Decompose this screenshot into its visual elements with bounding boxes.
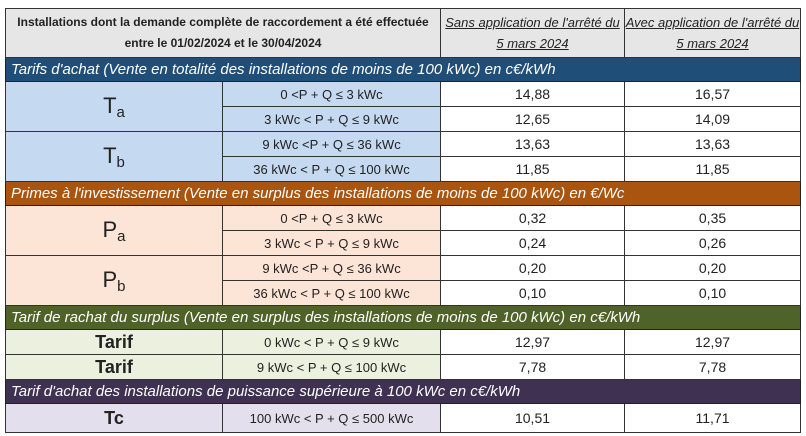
- value-avec: 16,57: [625, 82, 801, 107]
- value-sans: 10,51: [441, 404, 625, 433]
- section-header: Tarif de rachat du surplus (Vente en surplus des installations de moins de 100 kWc) en c€/kWh: [6, 306, 801, 330]
- row-label: Tc: [6, 404, 223, 433]
- range-cell: 9 kWc <P + Q ≤ 36 kWc: [223, 256, 441, 281]
- value-avec: 0,35: [625, 206, 801, 231]
- table-row: [6, 256, 801, 281]
- value-avec: 14,09: [625, 107, 801, 132]
- range-cell: 0 kWc < P + Q ≤ 9 kWc: [223, 330, 441, 355]
- table-row: [6, 330, 801, 355]
- group-label: $P_a$: [6, 206, 223, 256]
- section-header: Tarif d'achat des installations de puissance supérieure à 100 kWc en c€/kWh: [6, 380, 801, 404]
- group-label: $T_b$: [6, 132, 223, 182]
- table-row: [6, 132, 801, 157]
- value-sans: 0,10: [441, 281, 625, 306]
- value-sans: 14,88: [441, 82, 625, 107]
- row-label: Tarif: [6, 330, 223, 355]
- group-label: $T_a$: [6, 82, 223, 132]
- table-row: [6, 355, 801, 380]
- value-avec: 0,26: [625, 231, 801, 256]
- value-avec: 7,78: [625, 355, 801, 380]
- value-avec: 11,71: [625, 404, 801, 433]
- group-label: $P_b$: [6, 256, 223, 306]
- range-cell: 9 kWc < P + Q ≤ 100 kWc: [223, 355, 441, 380]
- section-header: Primes à l'investissement (Vente en surplus des installations de moins de 100 kWc) en €/Wc: [6, 182, 801, 206]
- table-row: [6, 82, 801, 107]
- value-sans: 13,63: [441, 132, 625, 157]
- table-row: [6, 206, 801, 231]
- range-cell: 0 <P + Q ≤ 3 kWc: [223, 82, 441, 107]
- section-header: Tarifs d'achat (Vente en totalité des installations de moins de 100 kWc) en c€/kWh: [6, 58, 801, 82]
- value-avec: 0,10: [625, 281, 801, 306]
- tariff-table: [5, 8, 801, 433]
- value-sans: 0,20: [441, 256, 625, 281]
- range-cell: 3 kWc < P + Q ≤ 9 kWc: [223, 107, 441, 132]
- value-sans: 0,24: [441, 231, 625, 256]
- value-sans: 7,78: [441, 355, 625, 380]
- range-cell: 36 kWc < P + Q ≤ 100 kWc: [223, 281, 441, 306]
- value-avec: 11,85: [625, 157, 801, 182]
- range-cell: 0 <P + Q ≤ 3 kWc: [223, 206, 441, 231]
- range-cell: 100 kWc < P + Q ≤ 500 kWc: [223, 404, 441, 433]
- table-row: [6, 404, 801, 433]
- value-avec: 13,63: [625, 132, 801, 157]
- range-cell: 36 kWc < P + Q ≤ 100 kWc: [223, 157, 441, 182]
- header-row: [6, 9, 801, 58]
- header-avec: Avec application de l'arrêté du 5 mars 2024: [625, 9, 801, 58]
- value-avec: 12,97: [625, 330, 801, 355]
- header-sans: Sans application de l'arrêté du 5 mars 2024: [441, 9, 625, 58]
- value-avec: 0,20: [625, 256, 801, 281]
- value-sans: 12,65: [441, 107, 625, 132]
- range-cell: 9 kWc <P + Q ≤ 36 kWc: [223, 132, 441, 157]
- value-sans: 12,97: [441, 330, 625, 355]
- row-label: Tarif: [6, 355, 223, 380]
- value-sans: 0,32: [441, 206, 625, 231]
- value-sans: 11,85: [441, 157, 625, 182]
- header-installations: Installations dont la demande complète de raccordement a été effectuée entre le 01/02/2024 et le 30/04/2024: [6, 9, 441, 58]
- range-cell: 3 kWc < P + Q ≤ 9 kWc: [223, 231, 441, 256]
